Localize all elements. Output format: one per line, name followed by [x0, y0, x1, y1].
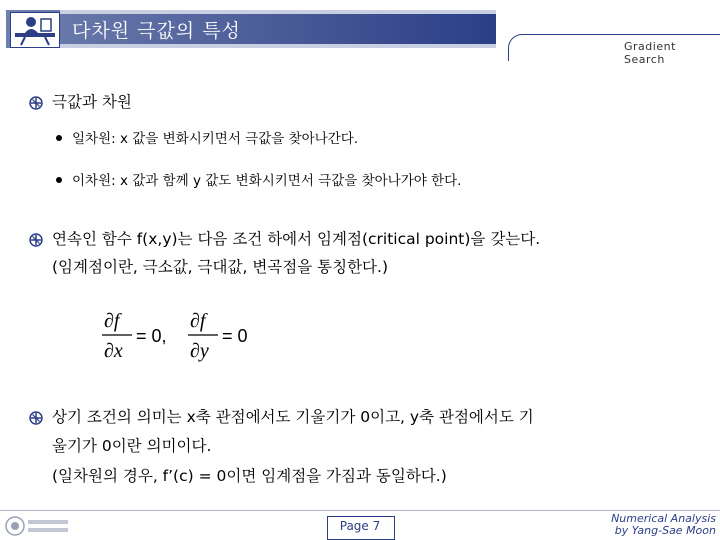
course-name: Numerical Analysis	[611, 512, 716, 525]
subject-label: Gradient Search	[624, 40, 676, 66]
star-bullet-icon	[28, 232, 44, 248]
list-item: 이차원: x 값과 함께 y 값도 변화시키면서 극값을 찾아나가야 한다.	[72, 173, 462, 189]
section-heading: 극값과 차원	[52, 93, 132, 111]
formula-denominator: ∂x	[104, 340, 123, 362]
star-bullet-icon	[28, 95, 44, 111]
paragraph-line: 연속인 함수 f(x,y)는 다음 조건 하에서 임계점(critical point)을 갖는다.	[52, 230, 541, 248]
formula-equals: = 0,	[136, 326, 167, 346]
slide-title: 다차원 극값의 특성	[72, 20, 241, 42]
paragraph-line: (임계점이란, 극소값, 극대값, 변곡점을 통칭한다.)	[52, 258, 388, 276]
paragraph-line: 상기 조건의 의미는 x축 관점에서도 기울기가 0이고, y축 관점에서도 기	[52, 408, 534, 426]
bullet-dot	[56, 135, 62, 141]
footer-divider	[0, 510, 720, 511]
star-bullet-icon	[28, 410, 44, 426]
title-band-highlight	[60, 10, 496, 14]
formula-denominator: ∂y	[190, 340, 209, 362]
title-band-shadow	[60, 44, 496, 48]
partial-derivative-formula	[100, 305, 280, 365]
lecturer-logo-icon	[10, 12, 60, 48]
bullet-dot	[56, 177, 62, 183]
university-logo-icon	[4, 515, 72, 537]
header-bar	[0, 0, 720, 66]
author-name: by Yang-Sae Moon	[614, 524, 716, 537]
paragraph-line: (일차원의 경우, f’(c) = 0이면 임계점을 가짐과 동일하다.)	[52, 467, 447, 485]
page-number: Page 7	[339, 519, 381, 533]
paragraph-line: 울기가 0이란 의미이다.	[52, 437, 212, 455]
course-credit	[611, 513, 716, 537]
list-item: 일차원: x 값을 변화시키면서 극값을 찾아나간다.	[72, 131, 359, 147]
formula-equals: = 0	[222, 326, 248, 346]
formula-numerator: ∂f	[104, 310, 120, 332]
formula-numerator: ∂f	[190, 310, 206, 332]
